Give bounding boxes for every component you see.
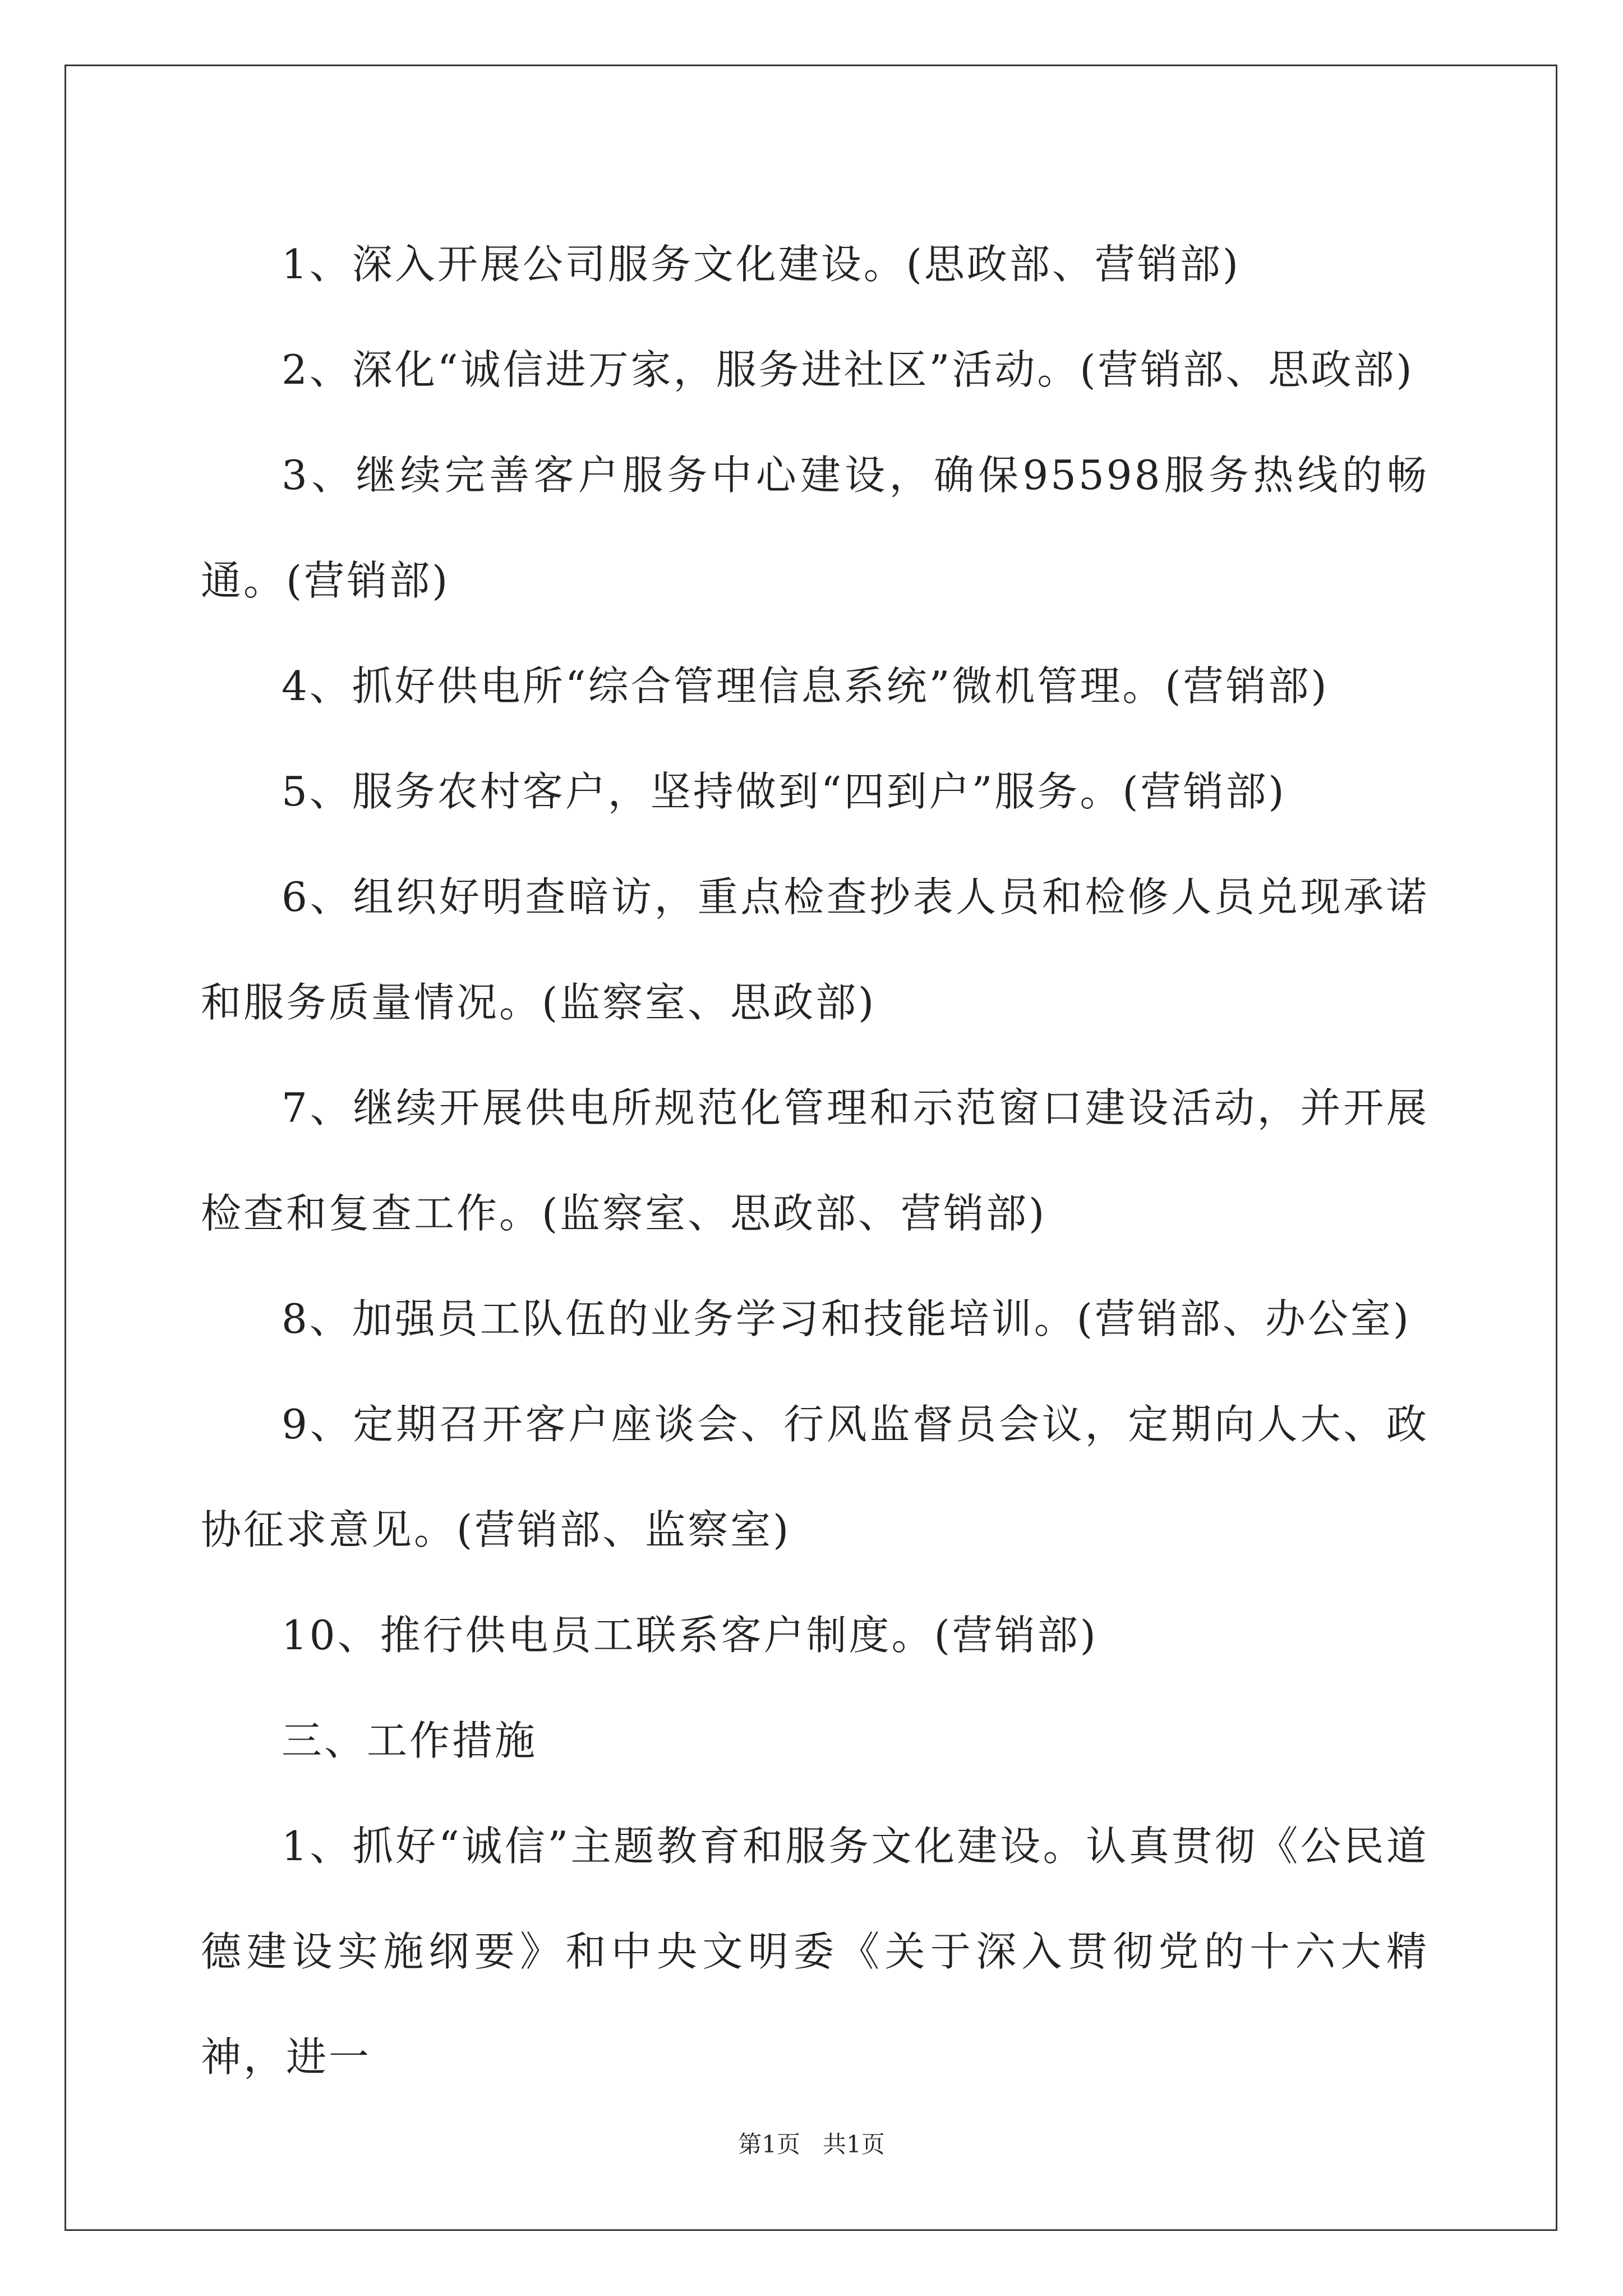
paragraph-item-6: 6、组织好明查暗访，重点检查抄表人员和检修人员兑现承诺和服务质量情况。(监察室、思政部) — [201, 873, 1429, 1026]
section-heading-measures: 三、工作措施 — [282, 1717, 538, 1764]
paragraph-item-7: 7、继续开展供电所规范化管理和示范窗口建设活动，并开展检查和复查工作。(监察室、思政部、营销部) — [201, 1084, 1429, 1237]
paragraph-measure-1: 1、抓好“诚信”主题教育和服务文化建设。认真贯彻《公民道德建设实施纲要》和中央文明委《关于深入贯彻党的十六大精神，进一 — [201, 1823, 1429, 2081]
paragraph-item-10: 10、推行供电员工联系客户制度。(营销部) — [282, 1612, 1098, 1659]
paragraph-item-3: 3、继续完善客户服务中心建设，确保95598服务热线的畅通。(营销部) — [201, 452, 1429, 604]
document-body — [201, 211, 1429, 2110]
paragraph-item-2: 2、深化“诚信进万家，服务进社区”活动。(营销部、思政部) — [282, 346, 1414, 393]
paragraph-item-5: 5、服务农村客户，坚持做到“四到户”服务。(营销部) — [282, 768, 1287, 815]
paragraph-item-4: 4、抓好供电所“综合管理信息系统”微机管理。(营销部) — [282, 662, 1329, 710]
page-number-footer: 第1页 共1页 — [738, 2131, 885, 2158]
paragraph-item-1: 1、深入开展公司服务文化建设。(思政部、营销部) — [282, 241, 1241, 288]
paragraph-item-9: 9、定期召开客户座谈会、行风监督员会议，定期向人大、政协征求意见。(营销部、监察室) — [201, 1401, 1429, 1553]
paragraph-item-8: 8、加强员工队伍的业务学习和技能培训。(营销部、办公室) — [282, 1295, 1411, 1342]
